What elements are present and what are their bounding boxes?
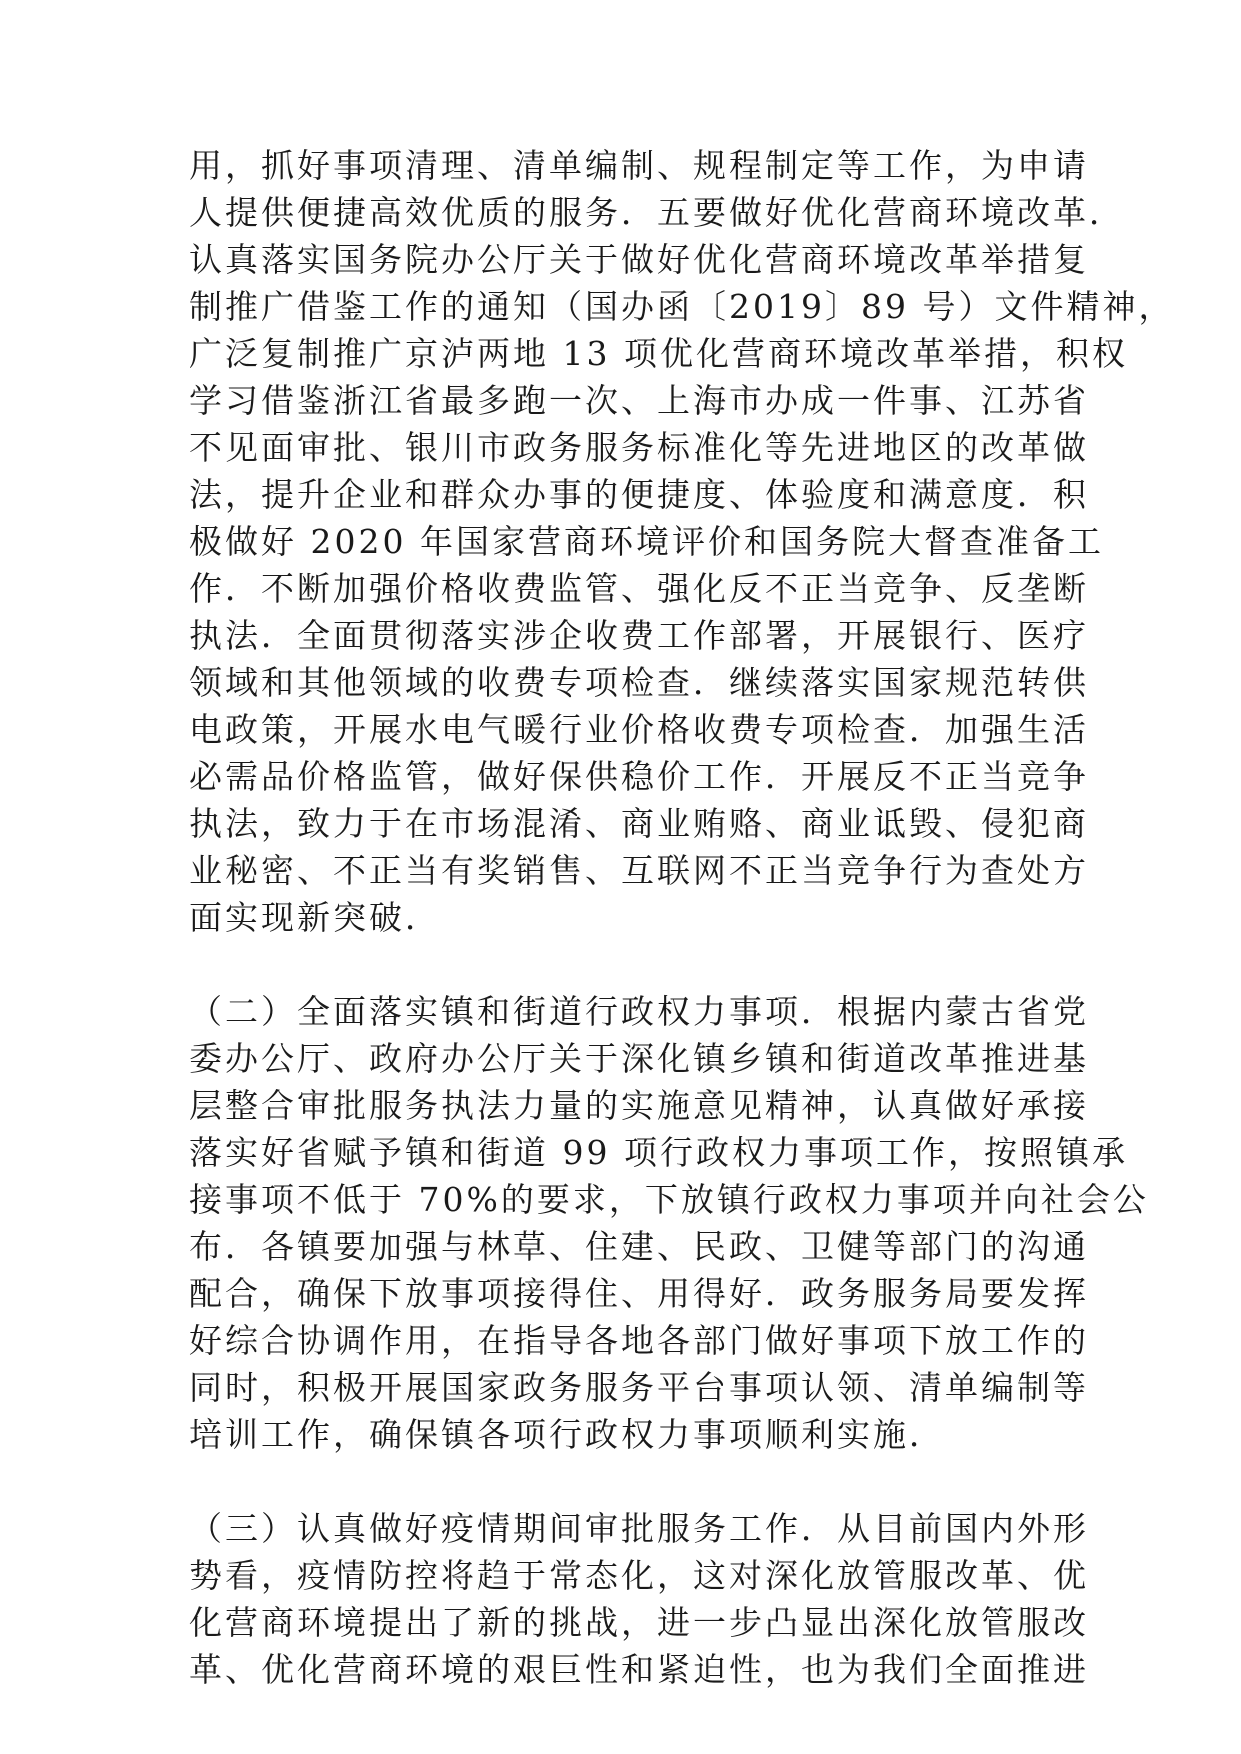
document-body: [189, 142, 1175, 1693]
text-line: 作．不断加强价格收费监管、强化反不正当竞争、反垄断: [189, 569, 1089, 608]
text-line: 配合，确保下放事项接得住、用得好．政务服务局要发挥: [189, 1274, 1089, 1313]
paragraph-spacer: [189, 941, 1069, 988]
text-line: 电政策，开展水电气暖行业价格收费专项检查．加强生活: [189, 710, 1089, 749]
text-line: 接事项不低于 70%的要求，下放镇行政权力事项并向社会公: [189, 1180, 1149, 1219]
text-line: 层整合审批服务执法力量的实施意见精神，认真做好承接: [189, 1086, 1089, 1125]
text-line: 培训工作，确保镇各项行政权力事项顺利实施．: [189, 1415, 945, 1454]
text-line: 落实好省赋予镇和街道 99 项行政权力事项工作，按照镇承: [189, 1133, 1128, 1172]
text-line: 面实现新突破．: [189, 898, 441, 937]
text-line: 布．各镇要加强与林草、住建、民政、卫健等部门的沟通: [189, 1227, 1089, 1266]
text-line: （二）全面落实镇和街道行政权力事项．根据内蒙古省党: [189, 992, 1089, 1031]
text-line: （三）认真做好疫情期间审批服务工作．从目前国内外形: [189, 1509, 1089, 1548]
text-line: 化营商环境提出了新的挑战，进一步凸显出深化放管服改: [189, 1603, 1089, 1642]
paragraph-section-two: [189, 988, 1149, 1458]
text-line: 必需品价格监管，做好保供稳价工作．开展反不正当竞争: [189, 757, 1089, 796]
text-line: 同时，积极开展国家政务服务平台事项认领、清单编制等: [189, 1368, 1089, 1407]
text-line: 好综合协调作用，在指导各地各部门做好事项下放工作的: [189, 1321, 1089, 1360]
text-line: 委办公厅、政府办公厅关于深化镇乡镇和街道改革推进基: [189, 1039, 1089, 1078]
text-line: 法，提升企业和群众办事的便捷度、体验度和满意度．积: [189, 475, 1089, 514]
text-line: 人提供便捷高效优质的服务．五要做好优化营商环境改革．: [189, 193, 1125, 232]
text-line: 执法，致力于在市场混淆、商业贿赂、商业诋毁、侵犯商: [189, 804, 1089, 843]
text-line: 不见面审批、银川市政务服务标准化等先进地区的改革做: [189, 428, 1089, 467]
text-line: 极做好 2020 年国家营商环境评价和国务院大督查准备工: [189, 522, 1104, 561]
text-line: 认真落实国务院办公厅关于做好优化营商环境改革举措复: [189, 240, 1089, 279]
paragraph-spacer: [189, 1458, 1069, 1505]
text-line: 学习借鉴浙江省最多跑一次、上海市办成一件事、江苏省: [189, 381, 1089, 420]
text-line: 制推广借鉴工作的通知（国办函〔2019〕89 号）文件精神，: [189, 287, 1175, 326]
paragraph-business-environment: [189, 142, 1175, 941]
paragraph-section-three: [189, 1505, 1089, 1693]
text-line: 广泛复制推广京泸两地 13 项优化营商环境改革举措，积权: [189, 334, 1128, 373]
text-line: 执法．全面贯彻落实涉企收费工作部署，开展银行、医疗: [189, 616, 1089, 655]
text-line: 用，抓好事项清理、清单编制、规程制定等工作，为申请: [189, 146, 1089, 185]
text-line: 势看，疫情防控将趋于常态化，这对深化放管服改革、优: [189, 1556, 1089, 1595]
text-line: 革、优化营商环境的艰巨性和紧迫性，也为我们全面推进: [189, 1650, 1089, 1689]
text-line: 领域和其他领域的收费专项检查．继续落实国家规范转供: [189, 663, 1089, 702]
text-line: 业秘密、不正当有奖销售、互联网不正当竞争行为查处方: [189, 851, 1089, 890]
